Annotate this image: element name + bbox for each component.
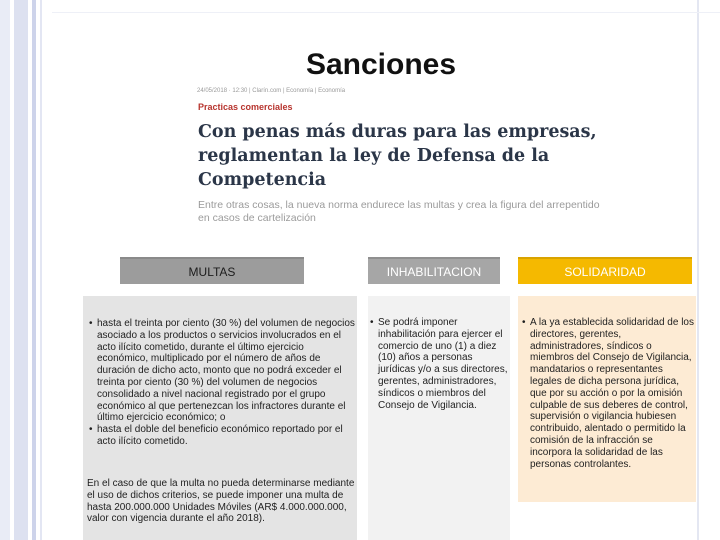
solidaridad-bullet-text: A la ya establecida solidaridad de los directores, gerentes, administradores, síndicos o miembros del Consejo de Vigilancia, mandatarios o representantes legales de dicha persona jurídica, que por su acción o por la omisión culpable de sus deberes de control, supervisión o vigilancia hubiesen contribuido, alentado o permitido la comisión de la infracción se incorpora la solidaridad de las personas controlantes. (530, 317, 694, 470)
bullet-icon: • (89, 424, 93, 436)
margin-stripe (0, 0, 10, 540)
margin-stripe (14, 0, 28, 540)
decorative-margin (0, 0, 52, 540)
solidaridad-header-label: SOLIDARIDAD (564, 264, 646, 279)
solidaridad-header (518, 257, 692, 284)
slide-title: Sanciones (305, 48, 457, 81)
article-category: Practicas comerciales (198, 102, 293, 112)
bullet-icon: • (522, 317, 526, 328)
inhabilitacion-header (368, 257, 500, 284)
article-snippet (192, 84, 612, 234)
solidaridad-panel (518, 296, 696, 502)
multas-list (89, 318, 355, 448)
inhabilitacion-bullet-text: Se podrá imponer inhabilitación para ejercer el comercio de uno (1) a diez (10) años a personas jurídicas y/o a sus directores, gerentes, administradores, síndicos o miembros del Consejo de Vigilancia. (378, 317, 508, 411)
list-item (89, 424, 355, 448)
multas-bullet-text: hasta el treinta por ciento (30 %) del volumen de negocios asociado a los productos o servicios involucrados en el acto ilícito cometido, durante el último ejercicio económico, multiplicado por el número de años de duración de dicho acto, monto que no podrá exceder el treinta por ciento (30 %) del volumen de negocios consolidado a nivel nacional registrado por el grupo económico al que pertenezcan los infractores durante el último ejercicio económico; o (97, 318, 355, 424)
top-divider (52, 12, 720, 13)
inhabilitacion-header-label: INHABILITACION (386, 264, 482, 279)
article-headline: Con penas más duras para las empresas, reglamentan la ley de Defensa de la Competencia (198, 122, 597, 190)
bullet-icon: • (370, 317, 374, 328)
multas-bullet-text: hasta el doble del beneficio económico reportado por el acto ilícito cometido. (97, 424, 343, 447)
bullet-icon: • (89, 318, 93, 329)
multas-panel (83, 296, 357, 540)
solidaridad-list (522, 317, 694, 470)
multas-note: En el caso de que la multa no pueda determinarse mediante el uso de dichos criterios, se puede imponer una multa de hasta 200.000.000 Unidades Móviles (AR$ 4.000.000.000, valor con vigencia durante el año 2018). (87, 478, 355, 525)
article-meta: 24/05/2018 · 12:30 | Clarín.com | Economía | Economía (197, 88, 346, 94)
margin-stripe (32, 0, 36, 540)
multas-header-label: MULTAS (188, 264, 236, 279)
article-lede: Entre otras cosas, la nueva norma endurece las multas y crea la figura del arrepentido en casos de cartelización (198, 199, 600, 224)
right-divider (697, 0, 699, 540)
inhabilitacion-panel (368, 296, 510, 540)
margin-stripe (40, 0, 42, 540)
list-item (370, 317, 508, 411)
multas-header (120, 257, 304, 284)
inhabilitacion-list (370, 317, 508, 411)
list-item (522, 317, 694, 470)
list-item (89, 318, 355, 424)
